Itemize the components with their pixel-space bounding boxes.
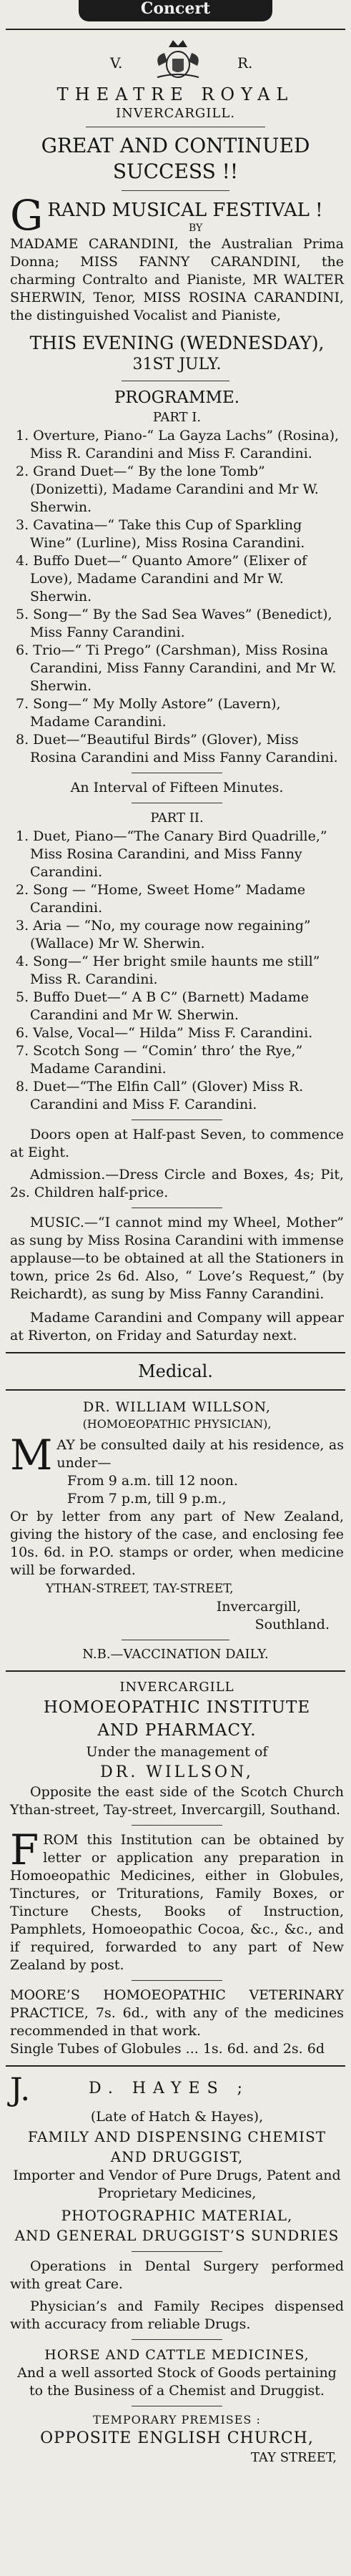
hayes-stock: And a well assorted Stock of Goods pertaining to the Business of a Chemist and Druggist. bbox=[17, 2365, 337, 2399]
programme-item: 4. Buffo Duet—“ Quanto Amore” (Elixer of Love), Madame Carandini and Mr W. Sherwin. bbox=[16, 553, 307, 604]
hayes-importer: Importer and Vendor of Pure Drugs, Patent and Proprietary Medicines, bbox=[13, 2168, 341, 2201]
hayes-dental: Operations in Dental Surgery performed with great Care. bbox=[10, 2258, 344, 2292]
hayes-name-row bbox=[10, 2074, 344, 2107]
theatre-town: INVERCARGILL. bbox=[116, 106, 235, 121]
doctor-name: DR. WILLIAM WILLSON, bbox=[83, 1399, 271, 1415]
programme-title: PROGRAMME. bbox=[114, 388, 240, 407]
doors-text: Doors open at Half-past Seven, to commence at Eight. bbox=[10, 1127, 344, 1160]
hayes-opposite: OPPOSITE ENGLISH CHURCH, bbox=[40, 2429, 314, 2447]
institute-location: Opposite the east side of the Scotch Church Ythan-street, Tay-street, Invercargill, Southand. bbox=[10, 1784, 344, 1818]
part1-list bbox=[10, 427, 344, 767]
vr-left: V. bbox=[110, 54, 123, 72]
programme-item: 7. Scotch Song — “Comin’ thro’ the Rye,” Madame Carandini. bbox=[16, 1043, 303, 1077]
crest-row bbox=[10, 37, 341, 82]
divider bbox=[122, 190, 229, 191]
festival-body: MADAME CARANDINI, the Australian Prima Donna; MISS FANNY CARANDINI, the charming Contralto and Pianiste, MR WALTER SHERWIN, Tenor, MISS ROSINA CARANDINI, the distinguished Vocalist and Pianiste, bbox=[10, 236, 344, 323]
medical-heading: Medical. bbox=[138, 1361, 213, 1381]
festival-section bbox=[0, 197, 351, 375]
programme-item: 5. Buffo Duet—“ A B C” (Barnett) Madame Carandini and Mr W. Sherwin. bbox=[16, 989, 310, 1023]
programme-item: 3. Cavatina—“ Take this Cup of Sparkling Wine” (Lurline), Miss Rosina Carandini. bbox=[16, 517, 305, 551]
concert-banner bbox=[79, 0, 272, 21]
royal-crest-icon bbox=[153, 37, 203, 80]
hours-evening: From 7 p.m, till 9 p.m., bbox=[67, 1491, 227, 1507]
festival-evening: THIS EVENING (WEDNESDAY), bbox=[29, 333, 325, 353]
programme-item: 5. Song—“ By the Sad Sea Waves” (Benedict), Miss Fanny Carandini. bbox=[16, 607, 332, 640]
doctor-subtitle: (HOMOEOPATHIC PHYSICIAN), bbox=[82, 1417, 272, 1431]
theatre-name: THEATRE ROYAL bbox=[56, 84, 295, 104]
institute-name-1: HOMOEOPATHIC INSTITUTE bbox=[43, 1698, 311, 1717]
veterinary-text: MOORE’S HOMOEOPATHIC VETERINARY PRACTICE, 7s. 6d., with any of the medicines recommended in that work. bbox=[10, 1987, 344, 2039]
programme-item: 6. Trio—“ Ti Prego” (Carshman), Miss Rosina Carandini, Miss Fanny Carandini, and Mr W. Sherwin. bbox=[16, 642, 337, 694]
divider bbox=[132, 2251, 222, 2252]
institute-town: INVERCARGILL bbox=[119, 1680, 234, 1695]
hayes-name: D. HAYES ; bbox=[89, 2080, 250, 2097]
tubes-text: Single Tubes of Globules ... 1s. 6d. and 2s. 6d bbox=[10, 2041, 325, 2057]
institute-section bbox=[0, 1679, 351, 2058]
programme-item: 8. Duet—“Beautiful Birds” (Glover), Miss Rosina Carandini and Miss Fanny Carandini. bbox=[16, 732, 338, 765]
institute-body: ROM this Institution can be obtained by letter or application any preparation in Homoeopathic Medicines, either in Globules, Tinctures, or Triturations, Family Boxes, or Tincture Chests, Books of Instruction, Pamphlets, Homoeopathic Cocoa, &c., &c., and if required, forwarded to any part of New Zealand by post. bbox=[10, 1832, 344, 1973]
hayes-photo: PHOTOGRAPHIC MATERIAL, bbox=[61, 2207, 293, 2224]
hayes-recipes: Physician’s and Family Recipes dispensed with accuracy from reliable Drugs. bbox=[10, 2298, 344, 2332]
divider bbox=[132, 1980, 222, 1981]
festival-date: 31ST JULY. bbox=[132, 356, 222, 373]
divider bbox=[6, 29, 345, 30]
concert-label: Concert bbox=[140, 0, 211, 18]
management-line: Under the management of bbox=[86, 1744, 268, 1760]
interval: An Interval of Fifteen Minutes. bbox=[70, 780, 284, 795]
medical-address-2: Invercargill, bbox=[216, 1599, 301, 1615]
hayes-late: (Late of Hatch & Hayes), bbox=[90, 2109, 264, 2125]
programme-item: 4. Song—“ Her bright smile haunts me still” Miss R. Carandini. bbox=[16, 954, 320, 987]
divider bbox=[6, 1670, 345, 1672]
medical-lead: AY be consulted daily at his residence, as under— bbox=[56, 1437, 344, 1471]
hayes-street: TAY STREET, bbox=[250, 2450, 337, 2465]
hayes-section bbox=[0, 2074, 351, 2467]
festival-dropcap: G bbox=[10, 197, 44, 235]
medical-section bbox=[0, 1398, 351, 1634]
programme-item: 2. Song — “Home, Sweet Home” Madame Carandini. bbox=[16, 882, 306, 916]
riverton-note: Madame Carandini and Company will appear at Riverton, on Friday and Saturday next. bbox=[10, 1310, 344, 1343]
part2-list bbox=[10, 828, 344, 1114]
medical-letter: Or by letter from any part of New Zealand, giving the history of the case, and enclosing fee 10s. 6d. in P.O. stamps or order, when medicine will be forwarded. bbox=[10, 1509, 344, 1578]
hayes-temporary: TEMPORARY PREMISES : bbox=[93, 2413, 261, 2426]
programme-section bbox=[0, 387, 351, 1345]
festival-title: RAND MUSICAL FESTIVAL ! bbox=[47, 200, 323, 221]
programme-item: 2. Grand Duet—“ By the lone Tomb” (Donizetti), Madame Carandini and Mr W. Sherwin. bbox=[16, 464, 319, 515]
programme-item: 7. Song—“ My Molly Astore” (Lavern), Madame Carandini. bbox=[16, 696, 281, 730]
medical-address-3: Southland. bbox=[254, 1617, 330, 1632]
divider bbox=[6, 2065, 345, 2067]
hours-morning: From 9 a.m. till 12 noon. bbox=[67, 1473, 238, 1489]
divider bbox=[6, 1389, 345, 1391]
medical-dropcap: M bbox=[10, 1436, 53, 1472]
programme-item: 1. Duet, Piano—“The Canary Bird Quadrille,” Miss Rosina Carandini, and Miss Fanny Carandini. bbox=[16, 828, 327, 880]
festival-by: BY bbox=[189, 222, 203, 234]
hayes-sundries: AND GENERAL DRUGGIST’S SUNDRIES bbox=[14, 2227, 340, 2244]
headline: GREAT AND CONTINUED SUCCESS !! bbox=[41, 134, 310, 183]
hayes-initial: J. bbox=[10, 2072, 31, 2108]
divider bbox=[6, 1352, 345, 1353]
hayes-line-1: FAMILY AND DISPENSING CHEMIST bbox=[27, 2128, 327, 2145]
hayes-line-2: AND DRUGGIST, bbox=[110, 2148, 244, 2165]
medical-address-1: YTHAN-STREET, TAY-STREET, bbox=[46, 1582, 234, 1596]
part1-label: PART I. bbox=[152, 410, 202, 425]
manager-name: DR. WILLSON, bbox=[100, 1763, 254, 1781]
programme-item: 8. Duet—“The Elfin Call” (Glover) Miss R. Carandini and Miss F. Carandini. bbox=[16, 1079, 304, 1112]
part2-label: PART II. bbox=[150, 810, 204, 826]
admission-text: Admission.—Dress Circle and Boxes, 4s; Pit, 2s. Children half-price. bbox=[10, 1167, 344, 1200]
divider bbox=[132, 2339, 222, 2340]
programme-item: 6. Valse, Vocal—“ Hilda” Miss F. Carandini. bbox=[16, 1025, 313, 1041]
hayes-horse: HORSE AND CATTLE MEDICINES, bbox=[44, 2347, 310, 2363]
vr-right: R. bbox=[237, 54, 253, 72]
institute-name-2: AND PHARMACY. bbox=[97, 1721, 257, 1740]
vaccination-note: N.B.—VACCINATION DAILY. bbox=[82, 1647, 269, 1662]
programme-item: 1. Overture, Piano-“ La Gayza Lachs” (Rosina), Miss R. Carandini and Miss F. Carandini. bbox=[16, 428, 340, 461]
music-note: MUSIC.—“I cannot mind my Wheel, Mother” as sung by Miss Rosina Carandini with immense applause—to be obtained at all the Stationers in town, price 2s 6d. Also, “ Love’s Request,” (by Reichardt), as sung by Miss Fanny Carandini. bbox=[10, 1215, 344, 1302]
programme-item: 3. Aria — “No, my courage now regaining” (Wallace) Mr W. Sherwin. bbox=[16, 918, 311, 951]
divider bbox=[132, 1825, 222, 1826]
institute-dropcap: F bbox=[10, 1831, 39, 1874]
